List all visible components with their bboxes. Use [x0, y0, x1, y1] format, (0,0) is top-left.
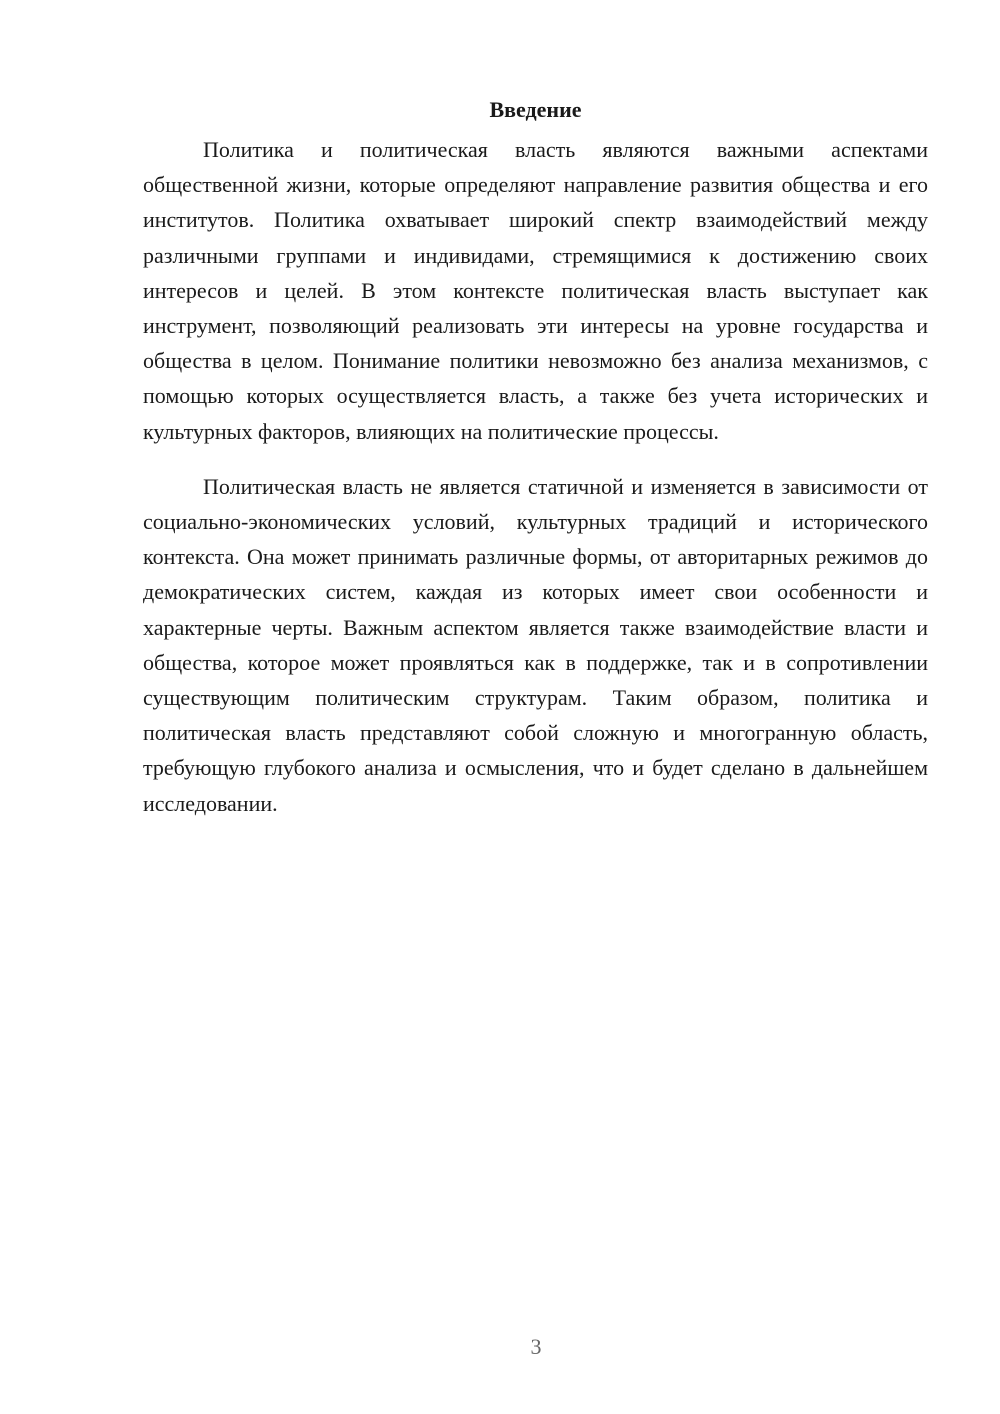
section-title: Введение — [489, 97, 582, 122]
page-content — [143, 92, 928, 821]
paragraph-2: Политическая власть не является статичной и изменяется в зависимости от социально-экономических условий, культурных традиций и исторического контекста. Она может принимать различные формы, от авторитарных режимов до демократических систем, каждая из которых имеет свои особенности и характерные черты. Важным аспектом является также взаимодействие власти и общества, которое может проявляться как в поддержке, так и в сопротивлении существующим политическим структурам. Таким образом, политика и политическая власть представляют собой сложную и многогранную область, требующую глубокого анализа и осмысления, что и будет сделано в дальнейшем исследовании. — [143, 473, 928, 816]
page-number: 3 — [530, 1334, 542, 1359]
paragraph-1: Политика и политическая власть являются важными аспектами общественной жизни, которые определяют направление развития общества и его институтов. Политика охватывает широкий спектр взаимодействий между различными группами и индивидами, стремящимися к достижению своих интересов и целей. В этом контексте политическая власть выступает как инструмент, позволяющий реализовать эти интересы на уровне государства и общества в целом. Понимание политики невозможно без анализа механизмов, с помощью которых осуществляется власть, а также без учета исторических и культурных факторов, влияющих на политические процессы. — [143, 137, 928, 444]
